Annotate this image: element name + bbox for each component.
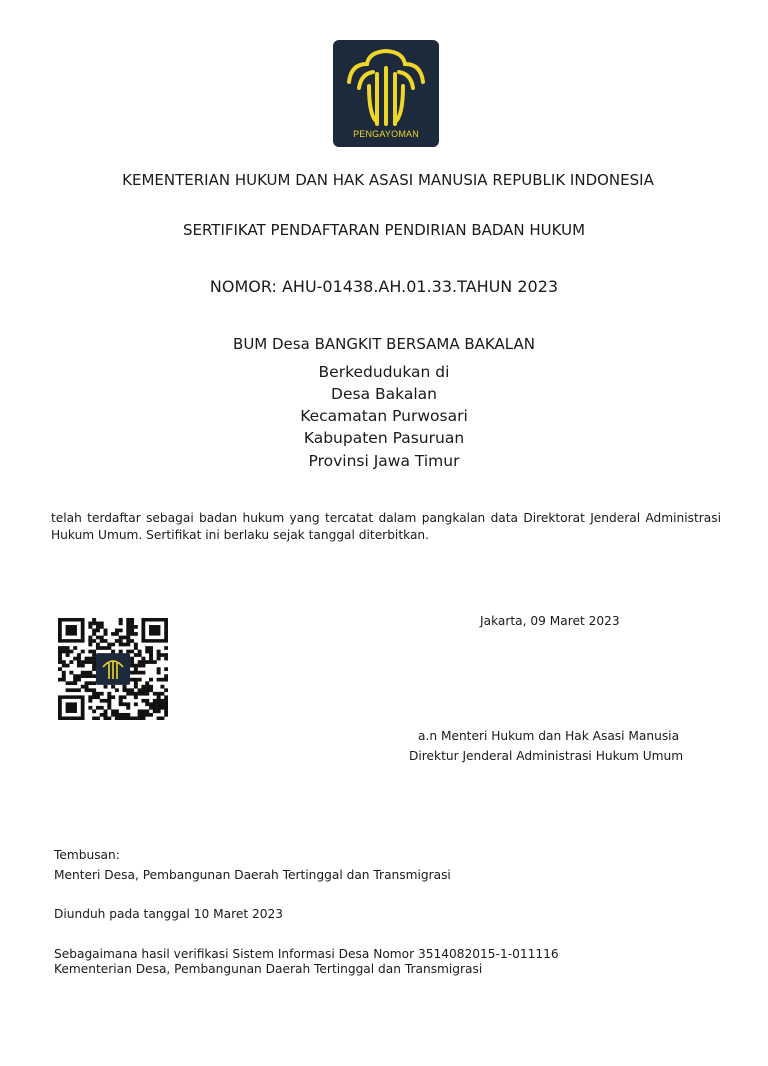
on-behalf-line: a.n Menteri Hukum dan Hak Asasi Manusia xyxy=(418,729,680,743)
registration-statement: telah terdaftar sebagai badan hukum yang tercatat dalam pangkalan data Direktorat Jenderal Administrasi Hukum Umum. Sertifikat ini berlaku sejak tanggal diterbitkan. xyxy=(51,511,721,542)
certificate-title: SERTIFIKAT PENDAFTARAN PENDIRIAN BADAN HUKUM xyxy=(182,221,586,239)
certificate-number: NOMOR: AHU-01438.AH.01.33.TAHUN 2023 xyxy=(209,277,559,296)
cc-label: Tembusan: xyxy=(54,848,120,862)
address-line: Desa Bakalan xyxy=(331,385,437,403)
place-date: Jakarta, 09 Maret 2023 xyxy=(480,614,620,628)
cc-recipient: Menteri Desa, Pembangunan Daerah Tertinggal dan Transmigrasi xyxy=(54,868,451,882)
address-line: Berkedudukan di xyxy=(318,363,450,381)
pengayoman-emblem xyxy=(333,40,439,147)
verification-ministry: Kementerian Desa, Pembangunan Daerah Tertinggal dan Transmigrasi xyxy=(54,962,483,976)
qr-code xyxy=(58,618,168,720)
address-line: Kabupaten Pasuruan xyxy=(303,429,465,447)
address-line: Kecamatan Purwosari xyxy=(300,407,468,425)
emblem-label: PENGAYOMAN xyxy=(353,129,419,139)
official-title: Direktur Jenderal Administrasi Hukum Umum xyxy=(409,749,684,763)
verification-note: Sebagaimana hasil verifikasi Sistem Informasi Desa Nomor 3514082015-1-011116 xyxy=(54,947,559,961)
qr-code-icon xyxy=(58,618,168,720)
ministry-title: KEMENTERIAN HUKUM DAN HAK ASASI MANUSIA REPUBLIK INDONESIA xyxy=(122,171,654,189)
address-line: Provinsi Jawa Timur xyxy=(308,452,460,470)
entity-name: BUM Desa BANGKIT BERSAMA BAKALAN xyxy=(233,335,535,353)
download-date: Diunduh pada tanggal 10 Maret 2023 xyxy=(54,907,284,921)
